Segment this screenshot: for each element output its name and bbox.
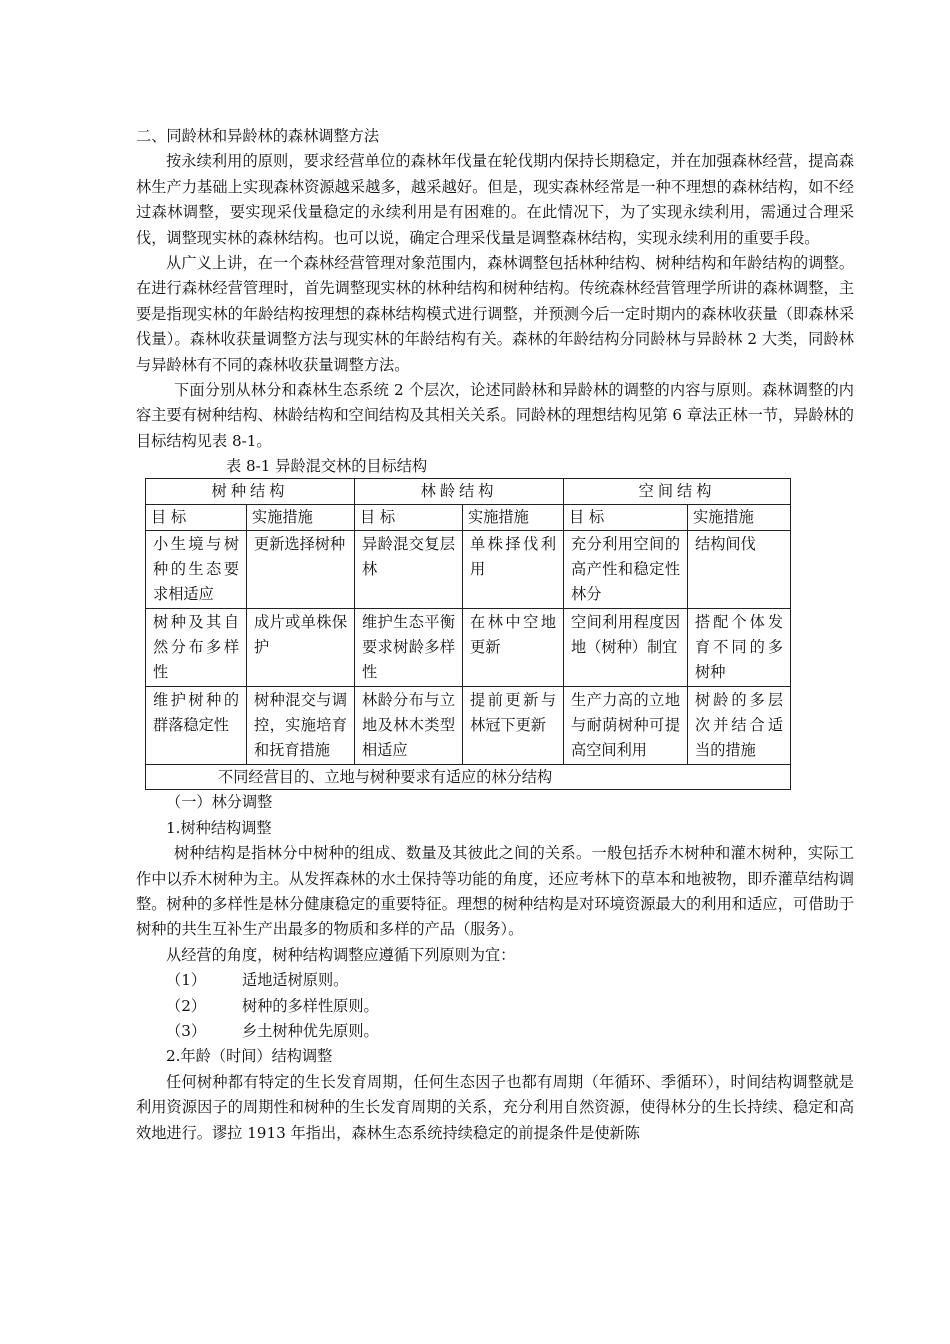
table-cell: 空间利用程度因地（树种）制宜 xyxy=(564,609,688,687)
table-row xyxy=(146,531,791,609)
subsection-1-title: 1.树种结构调整 xyxy=(166,818,272,837)
table-subheader-row xyxy=(146,505,791,531)
paragraph-4: 树种结构是指林分中树种的组成、数量及其彼此之间的关系。一般包括乔木树种和灌木树种，实际工作中以乔木树种为主。从发挥森林的水土保持等功能的角度，还应考林下的草本和地被物，即乔灌草结构调整。树种的多样性是林分健康稳定的重要特征。理想的树种结构是对环境资源最大的利用和适应，可借助于树种的共生互补生产出最多的物质和多样的产品（服务）。 xyxy=(136,844,854,939)
paragraph-3: 下面分别从林分和森林生态系统 2 个层次，论述同龄林和异龄林的调整的内容与原则。森林调整的内容主要有树种结构、林龄结构和空间结构及其相关关系。同龄林的理想结构见第 6 章法正林一节，异龄林的目标结构见表 8-1。 xyxy=(136,381,854,450)
paragraph-5: 从经营的角度，树种结构调整应遵循下列原则为宜： xyxy=(166,945,516,964)
paragraph-2: 从广义上讲，在一个森林经营管理对象范围内，森林调整包括林种结构、树种结构和年龄结构的调整。在进行森林经营管理时，首先调整现实林的林种结构和树种结构。传统森林经营管理学所讲的森林调整，主要是指现实林的年龄结构按理想的森林结构模式进行调整，并预测今后一定时期内的森林收获量（即森林采伐量）。森林收获量调整方法与现实林的年龄结构有关。森林的年龄结构分同龄林与异龄林 2 大类，同龄林与异龄林有不同的森林收获量调整方法。 xyxy=(136,254,854,374)
subheader-cell: 实施措施 xyxy=(688,505,791,531)
table-cell: 林龄分布与立地及林木类型相适应 xyxy=(355,687,463,765)
table-cell: 维护生态平衡要求树龄多样性 xyxy=(355,609,463,687)
table-footer-row xyxy=(146,765,791,790)
list-item xyxy=(166,994,854,1019)
group-header: 树种结构 xyxy=(146,479,355,505)
table-cell: 树种及其自然分布多样性 xyxy=(146,609,247,687)
table-cell: 树龄的多层次并结合适当的措施 xyxy=(688,687,791,765)
table-cell: 单株择伐利用 xyxy=(463,531,564,609)
paragraph-1: 按永续利用的原则，要求经营单位的森林年伐量在轮伐期内保持长期稳定，并在加强森林经营，提高森林生产力基础上实现森林资源越采越多，越采越好。但是，现实森林经常是一种不理想的森林结构，如不经过森林调整，要实现采伐量稳定的永续利用是有困难的。在此情况下，为了实现永续利用，需通过合理采伐，调整现实林的森林结构。也可以说，确定合理采伐量是调整森林结构，实现永续利用的重要手段。 xyxy=(136,152,854,247)
table-row xyxy=(146,609,791,687)
table-caption: 表 8-1 异龄混交林的目标结构 xyxy=(226,457,428,476)
table-cell: 树种混交与调控，实施培育和抚育措施 xyxy=(247,687,355,765)
list-text: 乡土树种优先原则。 xyxy=(242,1021,379,1040)
group-header: 林龄结构 xyxy=(355,479,564,505)
table-group-header-row xyxy=(146,479,791,505)
paragraph-6: 任何树种都有特定的生长发育周期，任何生态因子也都有周期（年循环、季循环），时间结构调整就是利用资源因子的周期性和树种的生长发育周期的关系，充分利用自然资源，使得林分的生长持续、稳定和高效地进行。谬拉 1913 年指出，森林生态系统持续稳定的前提条件是使新陈 xyxy=(136,1072,854,1142)
table-row xyxy=(146,687,791,765)
table-cell: 结构间伐 xyxy=(688,531,791,609)
list-item xyxy=(166,968,854,993)
table-cell: 小生境与树种的生态要求相适应 xyxy=(146,531,247,609)
target-structure-table xyxy=(145,478,791,790)
table-cell: 搭配个体发育不同的多树种 xyxy=(688,609,791,687)
table-cell: 在林中空地更新 xyxy=(463,609,564,687)
subheader-cell: 实施措施 xyxy=(463,505,564,531)
subheader-cell: 目 标 xyxy=(564,505,688,531)
table-cell: 维护树种的群落稳定性 xyxy=(146,687,247,765)
group-header: 空间结构 xyxy=(564,479,791,505)
list-number: （2） xyxy=(166,996,207,1015)
subheader-cell: 目 标 xyxy=(355,505,463,531)
table-cell: 成片或单株保护 xyxy=(247,609,355,687)
subheader-cell: 实施措施 xyxy=(247,505,355,531)
document-page xyxy=(136,124,854,1146)
table-footer: 不同经营目的、立地与树种要求有适应的林分结构 xyxy=(146,765,791,790)
subsection-2-title: 2.年龄（时间）结构调整 xyxy=(166,1047,333,1066)
list-text: 树种的多样性原则。 xyxy=(242,996,379,1015)
list-number: （1） xyxy=(166,971,207,990)
list-number: （3） xyxy=(166,1021,207,1040)
table-cell: 提前更新与林冠下更新 xyxy=(463,687,564,765)
list-item xyxy=(166,1019,854,1044)
section-title: 二、同龄林和异龄林的森林调整方法 xyxy=(136,127,379,145)
table-cell: 生产力高的立地与耐荫树种可提高空间利用 xyxy=(564,687,688,765)
table-cell: 更新选择树种 xyxy=(247,531,355,609)
subheader-cell: 目 标 xyxy=(146,505,247,531)
table-cell: 充分利用空间的高产性和稳定性林分 xyxy=(564,531,688,609)
table-cell: 异龄混交复层林 xyxy=(355,531,463,609)
list-text: 适地适树原则。 xyxy=(242,971,349,990)
subsection-title: （一）林分调整 xyxy=(166,793,273,812)
